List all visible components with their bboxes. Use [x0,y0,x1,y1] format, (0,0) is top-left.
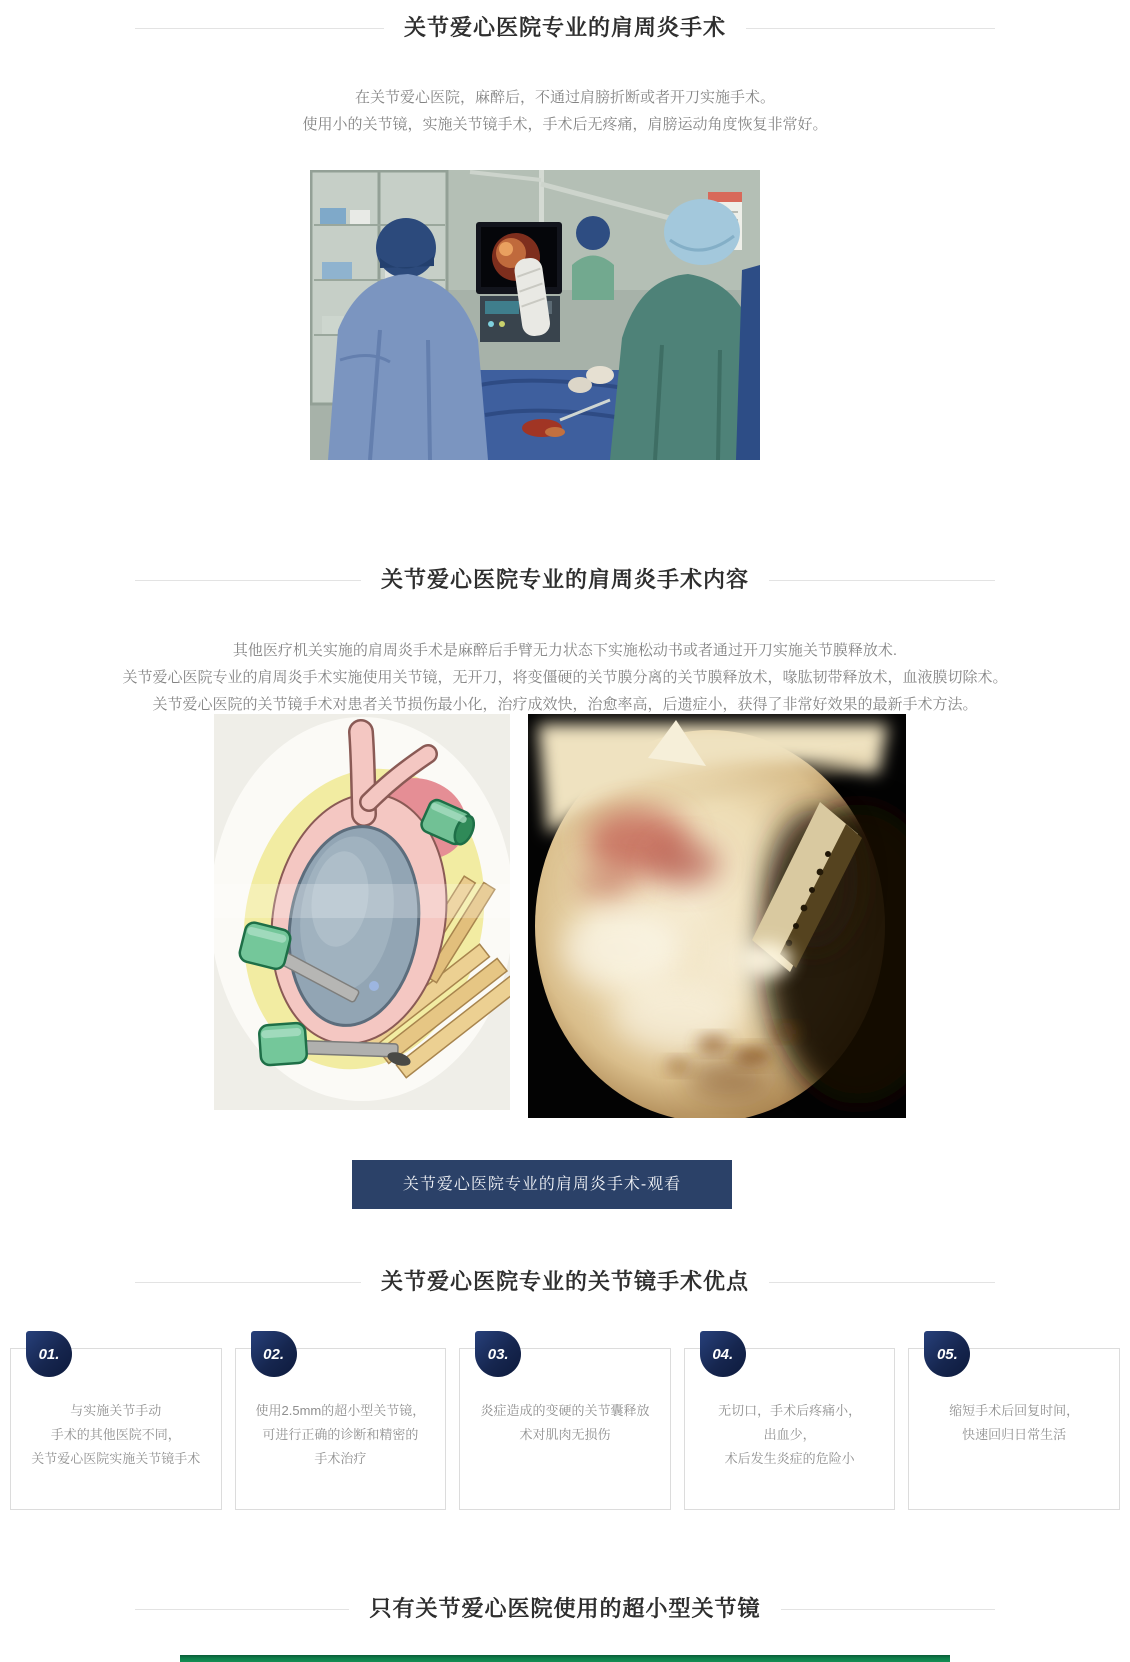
text-line: 其他医疗机关实施的肩周炎手术是麻醉后手臂无力状态下实施松动书或者通过开刀实施关节膜释放术. [232,642,898,659]
section4-title: 只有关节爱心医院使用的超小型关节镜 [349,1594,780,1624]
text-line: 可进行正确的诊断和精密的 [262,1427,419,1442]
text-line: 关节爱心医院实施关节镜手术 [31,1451,201,1466]
number-badge: 02. [251,1331,297,1377]
advantage-card-2 [235,1345,447,1510]
text-line: 关节爱心医院专业的肩周炎手术实施使用关节镜，无开刀，将变僵硬的关节膜分离的关节膜释放术，喙肱韧带释放术，血液膜切除术。 [122,669,1008,686]
joint-diagram-illustration [214,714,510,1110]
surgery-images-row [214,714,906,1123]
section2-description [0,637,1130,718]
text-line: 关节爱心医院的关节镜手术对患者关节损伤最小化，治疗成效快，治愈率高，后遗症小，获得了非常好效果的最新手术方法。 [152,696,978,713]
text-line: 与实施关节手动 [70,1403,162,1418]
number-badge: 01. [26,1331,72,1377]
shoulder-joint-diagram [214,714,510,1115]
section4-header [135,1594,995,1624]
section2-title: 关节爱心医院专业的肩周炎手术内容 [361,565,769,595]
number-badge: 03. [475,1331,521,1377]
advantage-card-3 [459,1345,671,1510]
mini-arthroscope-image [180,1655,950,1662]
section1-header [135,13,995,43]
text-line: 术后发生炎症的危险小 [724,1451,855,1466]
text-line: 缩短手术后回复时间， [949,1403,1080,1418]
text-line: 使用2.5mm的超小型关节镜， [255,1403,426,1418]
section3-title: 关节爱心医院专业的关节镜手术优点 [361,1267,769,1297]
arthroscopy-photo [528,714,906,1123]
advantage-card-5 [908,1345,1120,1510]
operating-room-photo [310,170,760,460]
section3-header [135,1267,995,1297]
watch-surgery-button[interactable]: 关节爱心医院专业的肩周炎手术-观看 [352,1160,732,1209]
advantage-card-4 [684,1345,896,1510]
text-line: 术对肌肉无损伤 [519,1427,611,1442]
text-line: 出血少， [763,1427,816,1442]
section1-title: 关节爱心医院专业的肩周炎手术 [384,13,746,43]
text-line: 炎症造成的变硬的关节囊释放 [480,1403,650,1418]
text-line: 使用小的关节镜，实施关节镜手术，手术后无疼痛，肩膀运动角度恢复非常好。 [302,116,828,133]
number-badge: 04. [700,1331,746,1377]
text-line: 手术治疗 [314,1451,367,1466]
operating-room-illustration [310,170,760,460]
advantage-cards [10,1345,1120,1510]
text-line: 在关节爱心医院，麻醉后，不通过肩膀折断或者开刀实施手术。 [354,89,775,106]
section2-header [135,565,995,595]
text-line: 快速回归日常生活 [962,1427,1067,1442]
arthroscopy-view-illustration [528,714,906,1118]
text-line: 无切口，手术后疼痛小， [718,1403,862,1418]
section1-description [0,84,1130,138]
number-badge: 05. [924,1331,970,1377]
text-line: 手术的其他医院不同， [50,1427,181,1442]
advantage-card-1 [10,1345,222,1510]
